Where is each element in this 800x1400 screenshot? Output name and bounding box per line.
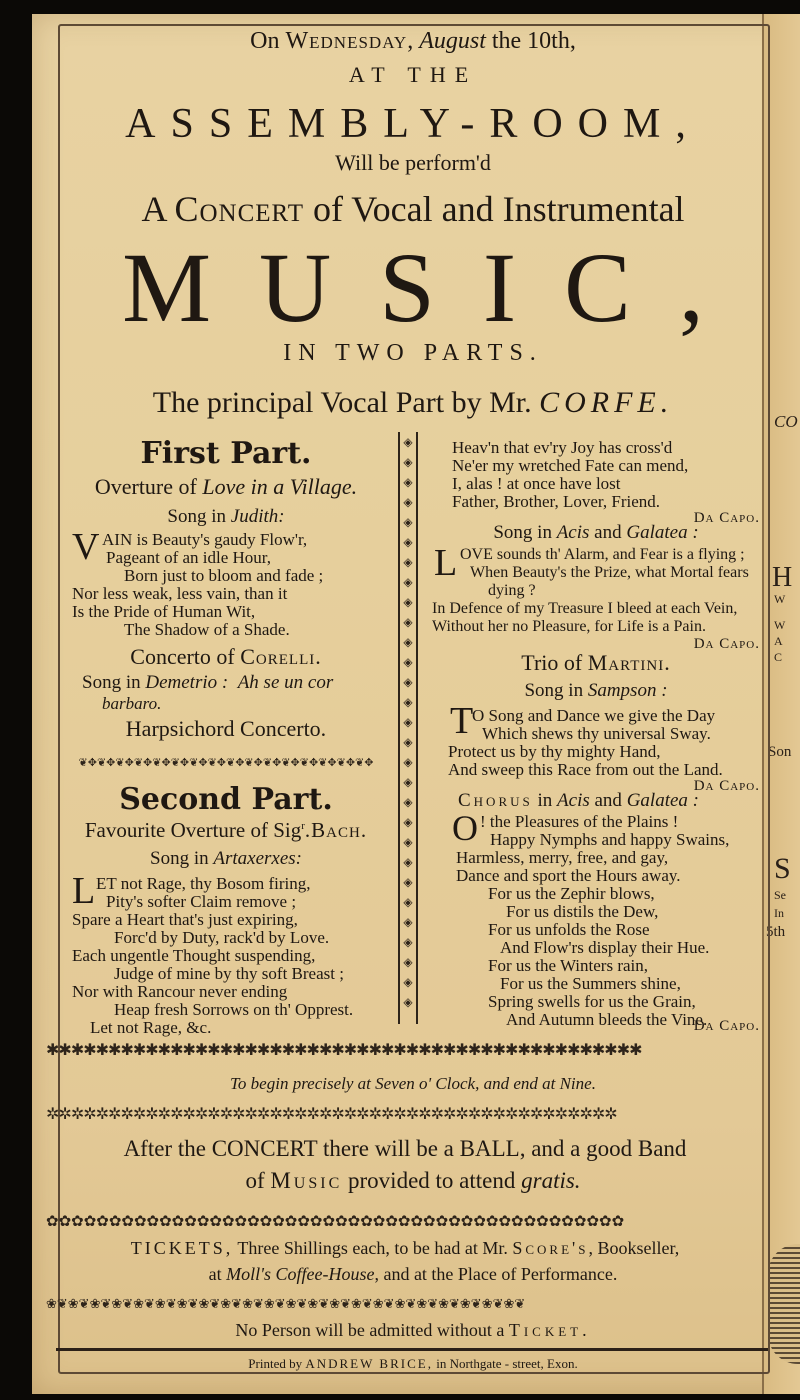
lyric-line: Protect us by thy mighty Hand,: [448, 742, 661, 761]
adjacent-fragment: CO: [774, 412, 798, 431]
ball-notice-line1: After the CONCERT there will be a BALL, and a good Band: [123, 1136, 687, 1161]
performed-line: Will be perform'd: [335, 150, 491, 175]
fleuron-rule: ❦✥❦✥❦✥❦✥❦✥❦✥❦✥❦✥❦✥❦✥❦✥❦✥❦✥❦✥❦✥❦✥: [78, 757, 374, 769]
printer-imprint: Printed by ANDREW BRICE, in Northgate - street, Exon.: [248, 1356, 578, 1371]
tickets-line2: at Moll's Coffee-House, and at the Place of Performance.: [208, 1264, 618, 1284]
drop-cap: O: [452, 808, 478, 848]
lyric-line: Without her no Pleasure, for Life is a Pain.: [432, 618, 706, 635]
harpsichord-concerto: Harpsichord Concerto.: [125, 716, 327, 741]
lyric-line: Ne'er my wretched Fate can mend,: [452, 456, 689, 475]
lyric-line: O Song and Dance we give the Day: [472, 706, 716, 725]
lyric-line: Nor less weak, less vain, than it: [72, 584, 288, 603]
adjacent-fragment: Se: [774, 888, 786, 902]
left-column: [58, 0, 394, 1040]
lyric-line: For us the Winters rain,: [488, 956, 649, 975]
trio-martini: Trio of Martini.: [521, 650, 671, 675]
engraving-image: [768, 1244, 800, 1364]
principal-vocal-line: The principal Vocal Part by Mr. CORFE.: [152, 386, 674, 419]
lyric-line: Born just to bloom and fade ;: [124, 566, 324, 585]
adjacent-fragment: 5th: [766, 924, 786, 940]
song-demetrio: Song in Demetrio : Ah se un cor: [82, 672, 334, 693]
lyric-line: Is the Pride of Human Wit,: [72, 602, 256, 621]
song-artaxerxes-title: Song in Artaxerxes:: [150, 848, 302, 869]
lyric-line: And Autumn bleeds the Vine.: [506, 1010, 708, 1029]
lyric-line: Forc'd by Duty, rack'd by Love.: [114, 928, 330, 947]
adjacent-fragment: A: [774, 634, 783, 648]
da-capo: Da Capo.: [693, 636, 760, 652]
lyric-line: Judge of mine by thy soft Breast ;: [114, 964, 344, 983]
lyric-line: Harmless, merry, free, and gay,: [456, 848, 669, 867]
lyric-line: For us the Summers shine,: [500, 974, 681, 993]
flower-rule: ❀❦❀❦❀❦❀❦❀❦❀❦❀❦❀❦❀❦❀❦❀❦❀❦❀❦❀❦❀❦❀❦❀❦❀❦❀❦❀❦❀❦❀❦: [46, 1296, 526, 1311]
rosette-rule: ✿✿✿✿✿✿✿✿✿✿✿✿✿✿✿✿✿✿✿✿✿✿✿✿✿✿✿✿✿✿✿✿✿✿✿✿✿✿✿✿✿✿✿✿✿✿: [46, 1214, 625, 1230]
song-demetrio-cont: barbaro.: [102, 694, 162, 713]
lyric-line: Spare a Heart that's just expiring,: [72, 910, 298, 929]
song-acis-title: Song in Acis and Galatea :: [493, 522, 699, 543]
concerto-corelli: Concerto of Corelli.: [130, 644, 322, 669]
adjacent-fragment: H: [772, 562, 793, 593]
lyric-line: Which shews thy universal Sway.: [482, 724, 711, 743]
adjacent-fragment: C: [774, 650, 783, 664]
lyric-line: Father, Brother, Lover, Friend.: [452, 492, 661, 511]
drop-cap: T: [450, 700, 474, 742]
lyric-line: In Defence of my Treasure I bleed at each Vein,: [432, 600, 738, 617]
column-divider: ◈ ◈ ◈ ◈ ◈ ◈ ◈ ◈ ◈ ◈ ◈ ◈ ◈ ◈ ◈ ◈ ◈ ◈ ◈ ◈ ◈ ◈ ◈ ◈ ◈ ◈ ◈ ◈ ◈: [398, 432, 418, 1024]
adjacent-fragment: W: [774, 618, 786, 632]
lyric-line: Let not Rage, &c.: [90, 1018, 212, 1037]
tickets-line1: TICKETS, Three Shillings each, to be had at Mr. Score's, Bookseller,: [130, 1238, 680, 1258]
lyric-line: Heav'n that ev'ry Joy has cross'd: [452, 438, 673, 457]
admission-notice: No Person will be admitted without a Ticket.: [235, 1320, 591, 1340]
date-line: On Wednesday, August the 10th,: [250, 28, 576, 54]
lyric-line: Nor with Rancour never ending: [72, 982, 288, 1001]
adjacent-fragment: In: [774, 906, 784, 920]
bottom-rule: [56, 1348, 768, 1351]
ball-notice-line2: of Music provided to attend gratis.: [245, 1168, 581, 1193]
adjacent-fragment: S: [774, 852, 791, 885]
at-the-line: AT THE: [348, 62, 478, 87]
song-judith-title: Song in Judith:: [167, 506, 285, 527]
lyric-line: And Flow'rs display their Hue.: [500, 938, 710, 957]
lyric-line: For us unfolds the Rose: [488, 920, 650, 939]
first-part-heading: First Part.: [140, 436, 312, 471]
bach-overture: Favourite Overture of Sig$^r$.Bach.: [84, 818, 368, 842]
lyric-line: OVE sounds th' Alarm, and Fear is a flying ;: [460, 546, 745, 563]
da-capo: Da Capo.: [693, 1018, 760, 1034]
first-overture: Overture of Love in a Village.: [94, 474, 358, 499]
lyric-line: When Beauty's the Prize, what Mortal fears: [470, 564, 749, 581]
concert-line: A Concert of Vocal and Instrumental: [141, 189, 685, 229]
two-parts-line: IN TWO PARTS.: [283, 340, 543, 366]
lyric-line: ! the Pleasures of the Plains !: [480, 812, 679, 831]
lyric-line: Spring swells for us the Grain,: [488, 992, 696, 1011]
lyric-line: And sweep this Race from out the Land.: [448, 760, 723, 779]
lyric-line: Happy Nymphs and happy Swains,: [490, 830, 730, 849]
lyric-line: Heap fresh Sorrows on th' Opprest.: [114, 1000, 354, 1019]
lyric-line: For us the Zephir blows,: [488, 884, 655, 903]
da-capo: Da Capo.: [693, 778, 760, 794]
adjacent-fragment: W: [774, 592, 786, 606]
lyric-line: Dance and sport the Hours away.: [456, 866, 681, 885]
venue-title: ASSEMBLY-ROOM,: [125, 101, 701, 147]
lyric-line: AIN is Beauty's gaudy Flow'r,: [102, 530, 308, 549]
lyric-line: Pageant of an idle Hour,: [106, 548, 272, 567]
lyric-line: For us distils the Dew,: [506, 902, 659, 921]
second-part-heading: Second Part.: [119, 782, 333, 817]
music-title: MUSIC,: [122, 232, 752, 343]
lyric-line: I, alas ! at once have lost: [452, 474, 621, 493]
lyric-line: ET not Rage, thy Bosom firing,: [96, 874, 311, 893]
chorus-acis-title: Chorus in Acis and Galatea :: [458, 790, 699, 811]
lyric-line: The Shadow of a Shade.: [124, 620, 290, 639]
lyric-line: Each ungentle Thought suspending,: [72, 946, 316, 965]
da-capo: Da Capo.: [693, 510, 760, 526]
drop-cap: L: [434, 542, 458, 584]
right-column: [430, 0, 762, 1040]
lyric-line: dying ?: [488, 582, 536, 599]
time-notice: To begin precisely at Seven o' Clock, and end at Nine.: [230, 1074, 596, 1093]
cross-rule: ✲✲✲✲✲✲✲✲✲✲✲✲✲✲✲✲✲✲✲✲✲✲✲✲✲✲✲✲✲✲✲✲✲✲✲✲✲✲✲✲✲✲✲✲✲✲: [46, 1106, 617, 1123]
song-sampson-title: Song in Sampson :: [524, 680, 668, 701]
adjacent-fragment: Son: [768, 744, 792, 760]
star-rule: ✱✱✱✱✱✱✱✱✱✱✱✱✱✱✱✱✱✱✱✱✱✱✱✱✱✱✱✱✱✱✱✱✱✱✱✱✱✱✱✱✱✱✱✱✱✱✱✱: [46, 1042, 642, 1059]
drop-cap: L: [72, 870, 96, 912]
lyric-line: Pity's softer Claim remove ;: [106, 892, 297, 911]
drop-cap: V: [72, 526, 100, 568]
